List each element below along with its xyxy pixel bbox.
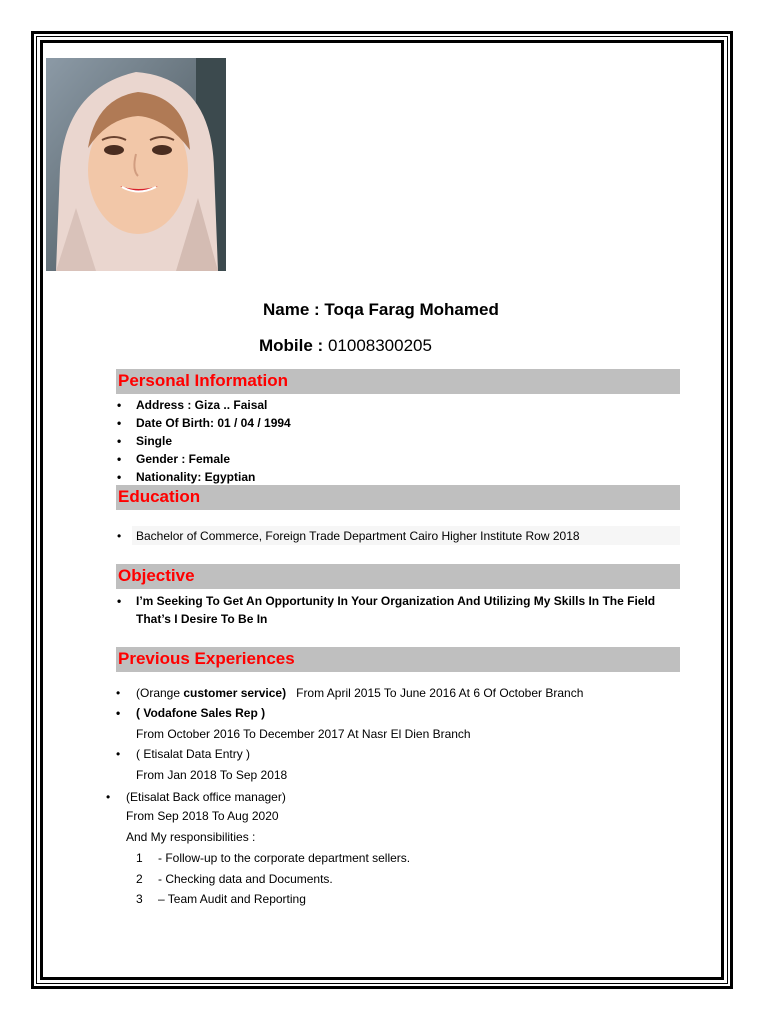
candidate-mobile <box>259 336 432 356</box>
list-item: • Bachelor of Commerce, Foreign Trade Department Cairo Higher Institute Row 2018 <box>136 528 580 544</box>
education-list <box>136 528 580 544</box>
section-header-personal <box>116 369 680 394</box>
section-title-personal: Personal Information <box>118 371 289 390</box>
name-label: Name : <box>263 300 325 319</box>
responsibility-number: 3 <box>136 892 143 906</box>
experience-item-vodafone <box>136 703 265 723</box>
responsibility-text: - Checking data and Documents. <box>158 872 333 886</box>
mobile-label: Mobile : <box>259 336 328 355</box>
experience-item-etisalat-data <box>136 744 250 764</box>
job1-period: From April 2015 To June 2016 At 6 Of October Branch <box>296 686 584 700</box>
objective-list <box>136 592 676 628</box>
candidate-name <box>263 300 499 320</box>
list-item: • Address : Giza .. Faisal <box>136 396 291 414</box>
section-header-education <box>116 485 680 510</box>
job2-period: From October 2016 To December 2017 At Nasr El Dien Branch <box>136 727 471 741</box>
personal-info-list <box>136 396 291 486</box>
job1-prefix: (Orange <box>136 686 184 700</box>
experience-item-etisalat-backoffice <box>126 787 286 807</box>
list-item: • I’m Seeking To Get An Opportunity In Your Organization And Utilizing My Skills In The Field That’s I Desire To Be In <box>136 592 676 628</box>
list-item: • Nationality: Egyptian <box>136 468 291 486</box>
job3-period: From Jan 2018 To Sep 2018 <box>136 768 288 782</box>
section-header-objective <box>116 564 680 589</box>
mobile-value: 01008300205 <box>327 336 432 355</box>
responsibility-item <box>136 869 333 889</box>
job1-role: customer service) <box>183 686 287 700</box>
job4-title: (Etisalat Back office manager) <box>126 790 286 804</box>
section-title-objective: Objective <box>118 566 195 585</box>
responsibility-number: 1 <box>136 851 143 865</box>
job4-period: From Sep 2018 To Aug 2020 <box>126 809 279 823</box>
job4-responsibilities-intro: And My responsibilities : <box>126 830 256 844</box>
responsibility-text: - Follow-up to the corporate department sellers. <box>158 851 411 865</box>
responsibility-number: 2 <box>136 872 143 886</box>
section-title-experience: Previous Experiences <box>118 649 295 668</box>
responsibility-text: – Team Audit and Reporting <box>158 892 306 906</box>
responsibility-item <box>136 889 306 909</box>
job2-title: ( Vodafone Sales Rep ) <box>136 706 266 720</box>
experience-item-orange <box>136 683 583 703</box>
list-item: • Gender : Female <box>136 450 291 468</box>
section-header-experience <box>116 647 680 672</box>
job3-title: ( Etisalat Data Entry ) <box>136 747 251 761</box>
section-title-education: Education <box>118 487 201 506</box>
list-item: • Single <box>136 432 291 450</box>
profile-photo <box>46 58 226 271</box>
responsibility-item <box>136 848 410 868</box>
name-value: Toqa Farag Mohamed <box>324 300 499 319</box>
list-item: • Date Of Birth: 01 / 04 / 1994 <box>136 414 291 432</box>
